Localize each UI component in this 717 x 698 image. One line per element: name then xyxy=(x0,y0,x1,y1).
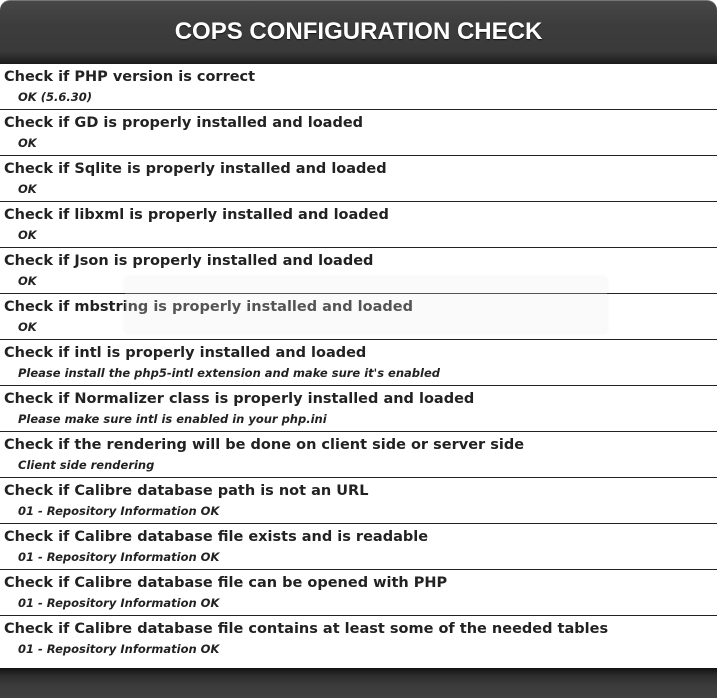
check-row-db-open xyxy=(0,570,717,616)
check-row-sqlite xyxy=(0,156,717,202)
check-row-json xyxy=(0,248,717,294)
check-status: 01 - Repository Information OK xyxy=(18,596,220,610)
check-row-rendering xyxy=(0,432,717,478)
check-row-intl xyxy=(0,340,717,386)
check-title: Check if libxml is properly installed and loaded xyxy=(4,207,389,223)
check-status: 01 - Repository Information OK xyxy=(18,550,220,564)
check-status: Please install the php5-intl extension and make sure it's enabled xyxy=(18,366,440,380)
check-status: OK (5.6.30) xyxy=(18,90,92,104)
check-status: OK xyxy=(18,136,37,150)
check-title: Check if the rendering will be done on client side or server side xyxy=(4,437,525,453)
check-title: Check if Calibre database file contains at least some of the needed tables xyxy=(4,621,609,637)
check-row-db-exists xyxy=(0,524,717,570)
check-row-normalizer xyxy=(0,386,717,432)
page-footer xyxy=(0,668,717,698)
check-status: OK xyxy=(18,274,37,288)
check-status: OK xyxy=(18,182,37,196)
check-list xyxy=(0,64,717,661)
check-title: Check if mbstring is properly installed and loaded xyxy=(4,299,413,315)
check-title: Check if Calibre database file exists and is readable xyxy=(4,529,429,545)
check-row-mbstring xyxy=(0,294,717,340)
check-title: Check if Sqlite is properly installed and loaded xyxy=(4,161,387,177)
check-status: 01 - Repository Information OK xyxy=(18,504,220,518)
check-status: 01 - Repository Information OK xyxy=(18,642,220,656)
check-status: OK xyxy=(18,320,37,334)
check-title: Check if intl is properly installed and loaded xyxy=(4,345,367,361)
check-title: Check if Calibre database path is not an URL xyxy=(4,483,369,499)
check-title: Check if GD is properly installed and loaded xyxy=(4,115,364,131)
check-row-php-version xyxy=(0,64,717,110)
check-status: Client side rendering xyxy=(18,458,155,472)
check-title: Check if PHP version is correct xyxy=(4,69,256,85)
check-title: Check if Normalizer class is properly installed and loaded xyxy=(4,391,475,407)
check-row-gd xyxy=(0,110,717,156)
check-row-db-tables xyxy=(0,616,717,661)
check-status: OK xyxy=(18,228,37,242)
page-header xyxy=(0,0,717,64)
check-row-libxml xyxy=(0,202,717,248)
check-title: Check if Json is properly installed and loaded xyxy=(4,253,374,269)
check-row-db-path xyxy=(0,478,717,524)
check-status: Please make sure intl is enabled in your php.ini xyxy=(18,412,327,426)
page-title: COPS CONFIGURATION CHECK xyxy=(174,18,543,45)
check-title: Check if Calibre database file can be opened with PHP xyxy=(4,575,448,591)
